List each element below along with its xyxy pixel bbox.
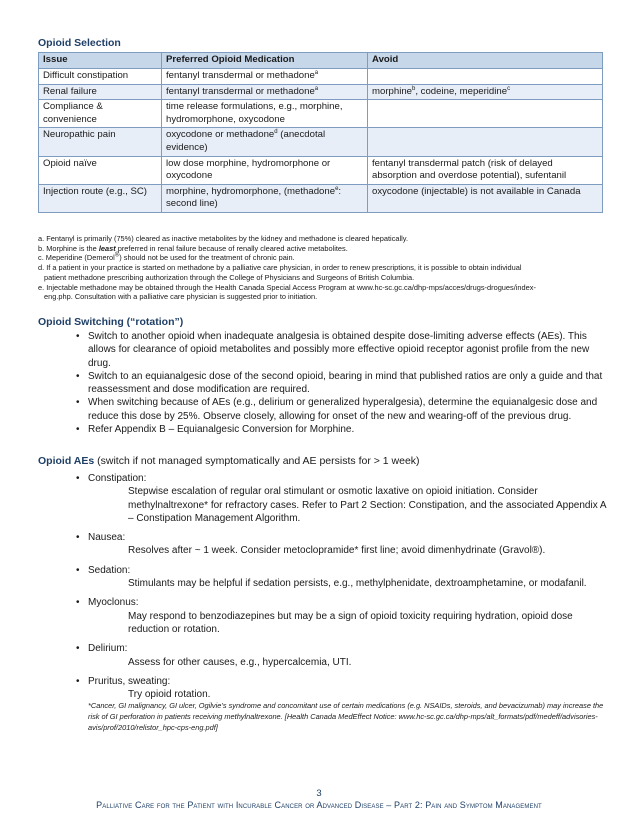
note-b: b. Morphine is the least preferred in renal failure because of renally cleared active metabolites.	[38, 243, 348, 253]
list-item: • Constipation:	[76, 473, 147, 484]
avoid-cell: oxycodone (injectable) is not available in Canada	[368, 184, 603, 212]
opioid-selection-heading: Opioid Selection	[38, 37, 121, 49]
table-row	[39, 69, 603, 85]
issue-cell: Renal failure	[39, 84, 162, 100]
table-row	[39, 156, 603, 184]
methylnaltrexone-footnote: *Cancer, GI malignancy, GI ulcer, Ogilvie’s syndrome and concomitant use of certain medications (e.g. NSAIDs, steroids, and bevacizumab) may increase the risk of GI perforation in patients receiving methylnaltrexone. [Health Canada MedEffect Notice: www.hc-sc.gc.ca/dhp-mps/alt_formats/pdf/medeff/advisories-avis/prof/2010/relistor_hpc-cps-eng.pdf]	[88, 701, 604, 732]
preferred-cell: low dose morphine, hydromorphone or oxycodone	[162, 156, 368, 184]
ae-description: Assess for other causes, e.g., hypercalcemia, UTI.	[128, 656, 352, 668]
note-e: e. Injectable methadone may be obtained through the Health Canada Special Access Program at www.hc-sc.gc.ca/dhp-mps/acces/drugs-drogues/index-	[38, 282, 536, 292]
preferred-cell: morphine, hydromorphone, (methadone$^e$: second line)	[162, 184, 368, 212]
ae-description: Try opioid rotation.	[128, 689, 211, 701]
preferred-cell: oxycodone or methadone$^d$ (anecdotal evidence)	[162, 128, 368, 156]
avoid-cell	[368, 128, 603, 156]
note-a: a. Fentanyl is primarily (75%) cleared as inactive metabolites by the kidney and methadone is cleared hepatically.	[38, 234, 408, 243]
table-notes	[38, 234, 608, 302]
list-item: • Nausea:	[76, 532, 126, 544]
list-item: • Delirium:	[76, 643, 128, 655]
ae-description: Resolves after ~ 1 week. Consider metoclopramide* first line; avoid dimenhydrinate (Gravol®).	[128, 545, 546, 557]
preferred-cell: fentanyl transdermal or methadone$^a$	[162, 84, 368, 100]
column-header-avoid: Avoid	[368, 53, 603, 69]
note-d-cont: patient methadone prescribing authorization through the College of Physicians and Surgeons of British Columbia.	[44, 272, 415, 282]
note-e-cont: eng.php. Consultation with a palliative care physician is suggested prior to initiation.	[44, 292, 318, 302]
list-item: • Switch to an equianalgesic dose of the second opioid, bearing in mind that published ratios are only a guide and that reassessment and dose modification are required.	[76, 370, 603, 396]
column-header-preferred: Preferred Opioid Medication	[162, 53, 368, 69]
note-d: d. If a patient in your practice is started on methadone by a palliative care physician, in order to renew prescriptions, it is possible to obtain individual	[38, 263, 522, 273]
ae-description: Stimulants may be helpful if sedation persists, e.g., methylphenidate, dextroamphetamine, or modafanil.	[128, 578, 587, 590]
issue-cell: Opioid naïve	[39, 156, 162, 184]
avoid-cell	[368, 69, 603, 85]
list-item: • Myoclonus:	[76, 597, 139, 609]
opioid-aes-heading: Opioid AEs (switch if not managed symptomatically and AE persists for > 1 week)	[38, 455, 420, 467]
list-item: • Refer Appendix B – Equianalgesic Conversion for Morphine.	[76, 424, 355, 436]
avoid-cell: morphine$^b$, codeine, meperidine$^c$	[368, 84, 603, 100]
aes-list	[38, 472, 608, 701]
page-number: 3	[316, 788, 322, 799]
list-item: • Sedation:	[76, 564, 131, 576]
avoid-cell	[368, 100, 603, 128]
issue-cell: Neuropathic pain	[39, 128, 162, 156]
table-row	[39, 100, 603, 128]
table-row	[39, 84, 603, 100]
preferred-cell: fentanyl transdermal or methadone$^a$	[162, 69, 368, 85]
list-item: • Switch to another opioid when inadequate analgesia is obtained despite dose-limiting adverse effects (AEs). This allows for clearance of opioid metabolites and possibly more effective opioid receptor agonist profile from the new drug.	[76, 331, 590, 369]
ae-description: Stepwise escalation of regular oral stimulant or osmotic laxative on opioid initiation. Consider methylnaltrexone* for refractory cases. Refer to Part 2 Section: Constipation, and the associated Appendix A – Constipation Management Algorithm.	[128, 486, 607, 524]
table-row	[39, 128, 603, 156]
opioid-switching-heading: Opioid Switching (“rotation”)	[38, 316, 184, 328]
table-header-row	[39, 53, 603, 69]
ae-description: May respond to benzodiazepines but may be a sign of opioid toxicity requiring hydration, opioid dose reduction or rotation.	[128, 610, 573, 635]
avoid-cell: fentanyl transdermal patch (risk of delayed absorption and overdose potential), sufentanil	[368, 156, 603, 184]
list-item: • Pruritus, sweating:	[76, 675, 171, 687]
running-footer-title: Palliative Care for the Patient with Incurable Cancer or Advanced Disease – Part 2: Pain and Symptom Management	[96, 800, 542, 810]
switching-list	[38, 330, 608, 436]
preferred-cell: time release formulations, e.g., morphine, hydromorphone, oxycodone	[162, 100, 368, 128]
opioid-selection-table	[38, 52, 603, 213]
note-c: c. Meperidine (Demerol®) should not be used for the treatment of chronic pain.	[38, 252, 295, 263]
issue-cell: Compliance & convenience	[39, 100, 162, 128]
issue-cell: Injection route (e.g., SC)	[39, 184, 162, 212]
issue-cell: Difficult constipation	[39, 69, 162, 85]
list-item: • When switching because of AEs (e.g., delirium or generalized hyperalgesia), determine the equianalgesic dose and reduce this dose by 25%. Observe closely, allowing for onset of the new and wearing-off of the previous drug.	[76, 397, 598, 422]
table-row	[39, 184, 603, 212]
column-header-issue: Issue	[39, 53, 162, 69]
